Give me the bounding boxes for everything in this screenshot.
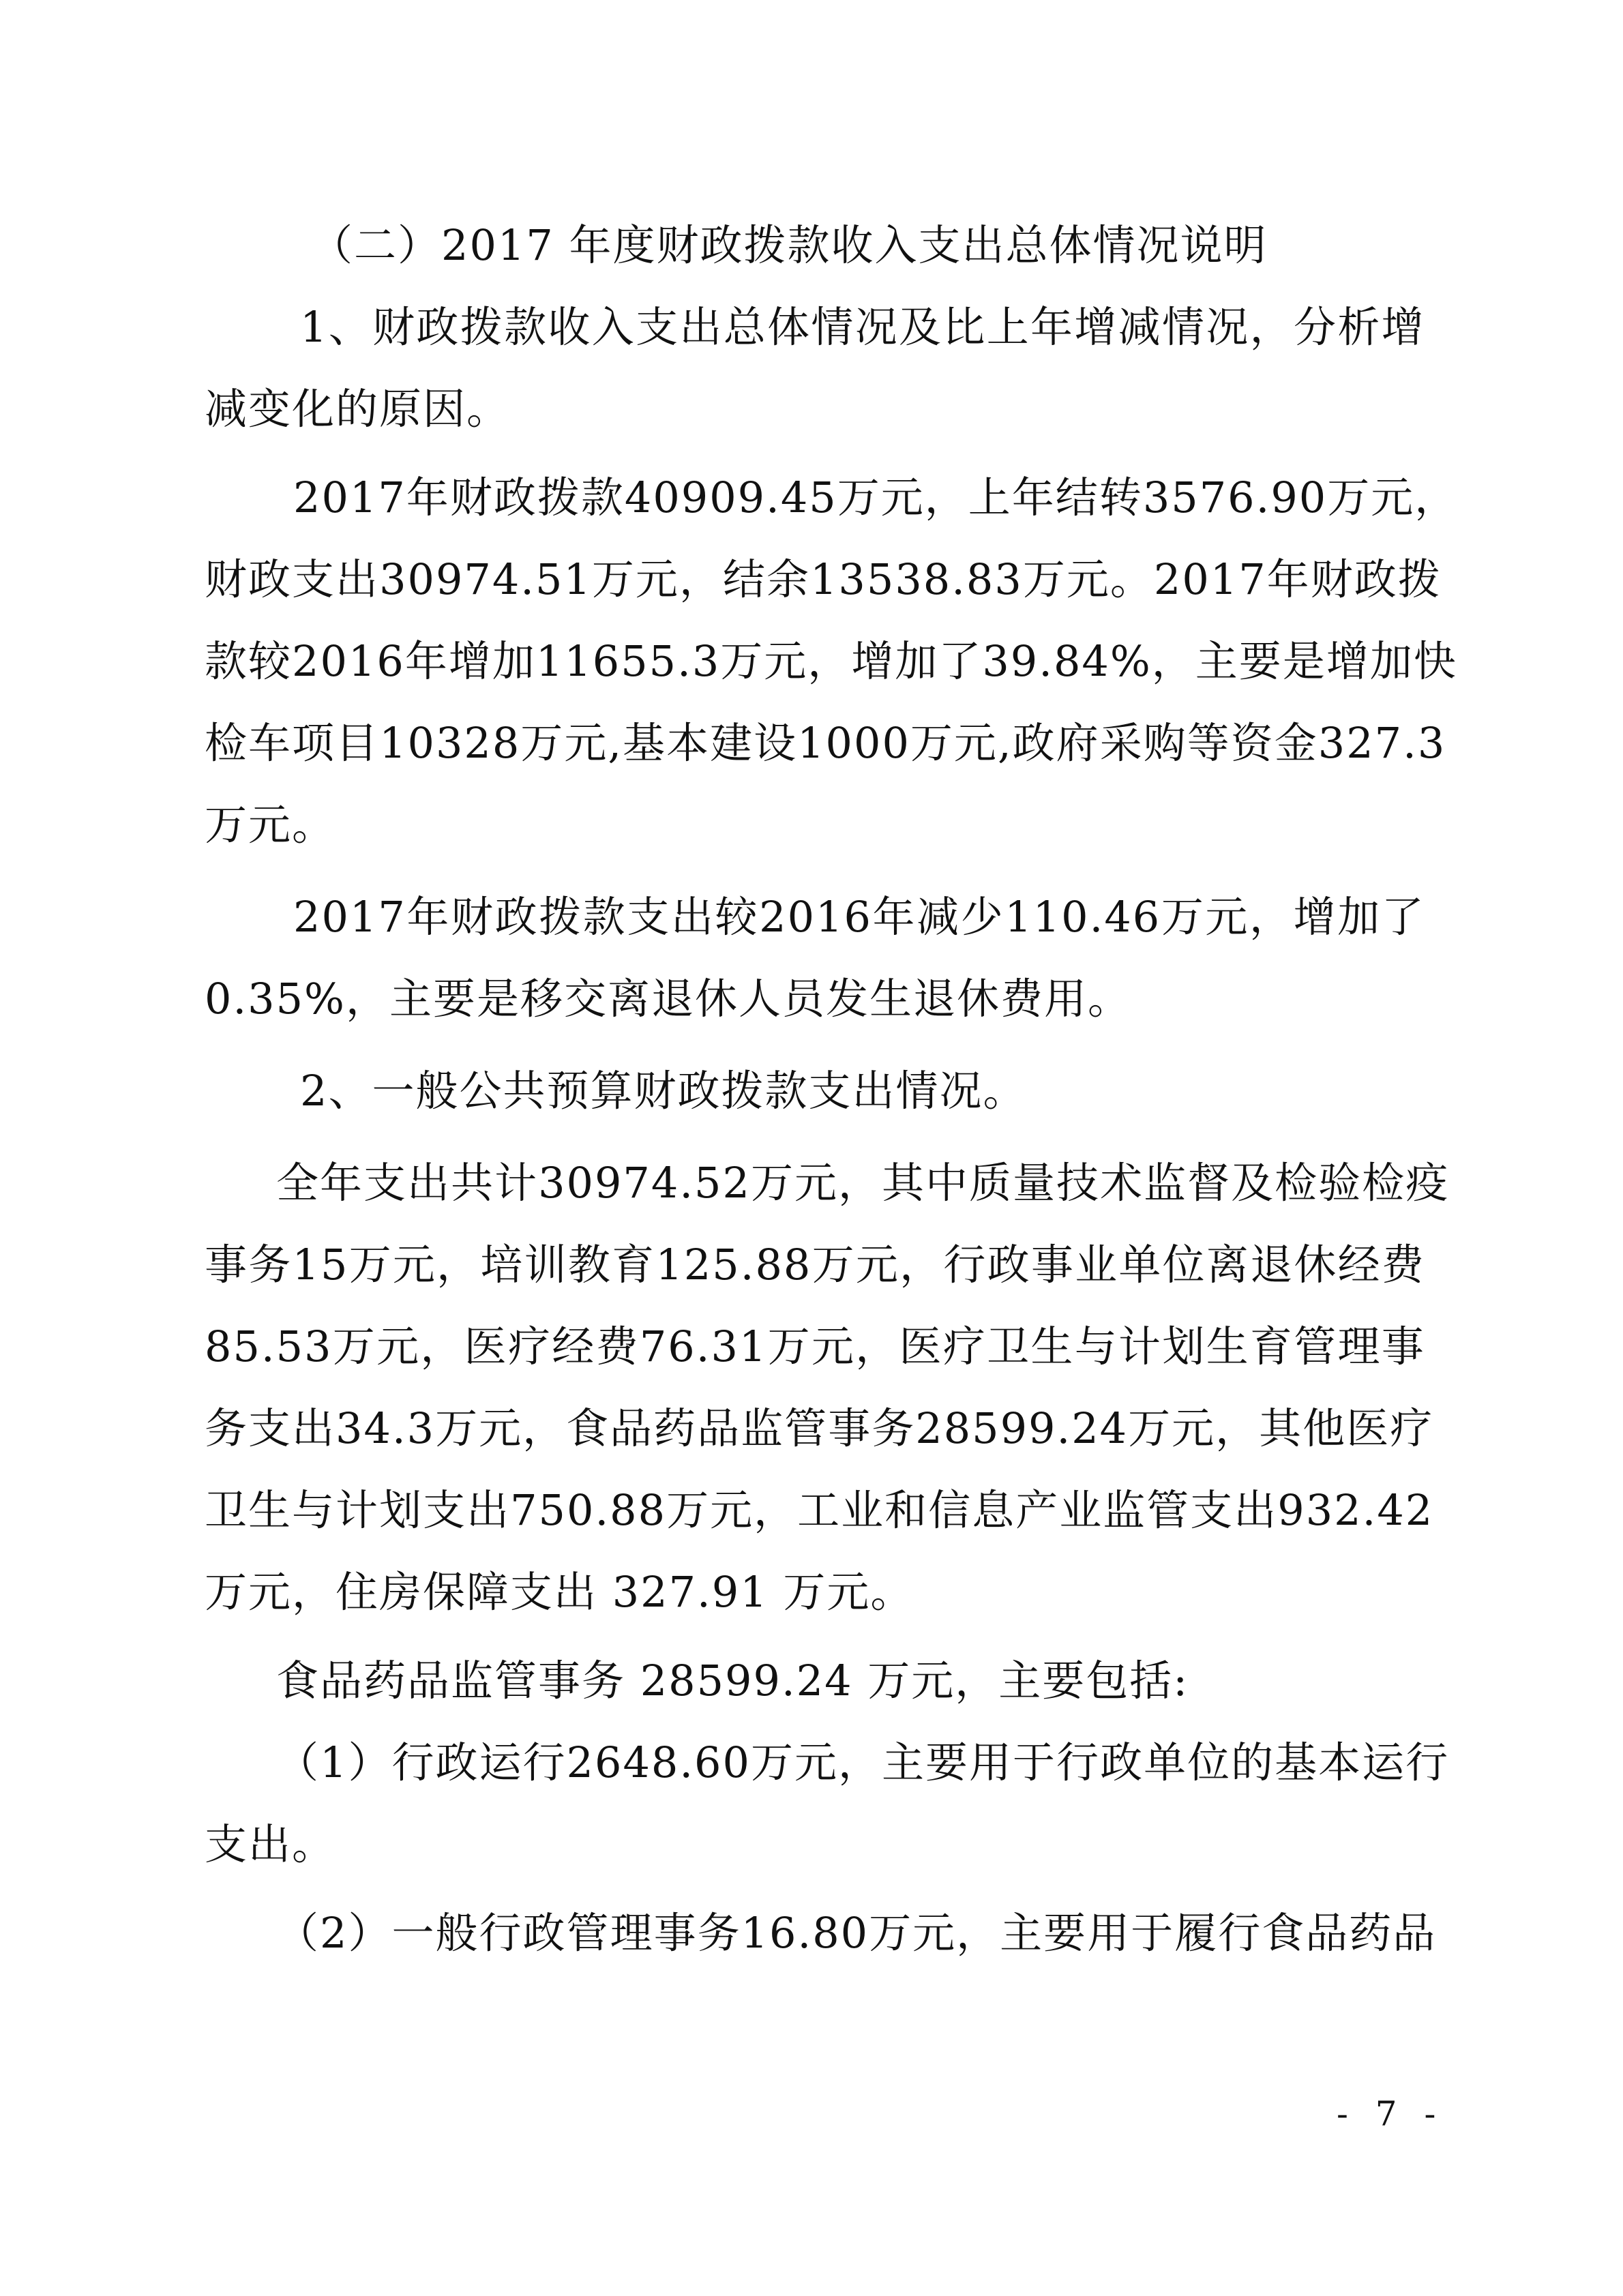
sub1-line2: 支出。 — [205, 1819, 336, 1869]
page-number: - 7 - — [1337, 2094, 1444, 2134]
sub2-line1: （ 2 ） 一 般 行 政 管 理 事 务 16.80 万 元 ， 主 要 用 于 履 行 食 品 药 品 — [276, 1908, 1437, 1958]
para-food-drug: 食品药品监管事务 28599.24 万元，主要包括: — [276, 1656, 1189, 1705]
para-expense-line2: 0.35%，主要是移交离退休人员发生退休费用。 — [205, 974, 1131, 1024]
para-income-line2: 财 政 支 出 30974.51 万 元 ， 结 余 13538.83 万 元 。 2017 年 财 政 拨 — [205, 554, 1442, 604]
para-income-line4: 检 车 项 目 10328 万 元 , 基 本 建 设 1000 万 元 , 政 府 采 购 等 资 金 327.3 — [205, 718, 1446, 768]
item1-heading-line1: 1 、 财 政 拨 款 收 入 支 出 总 体 情 况 及 比 上 年 增 减 情 况 ， 分 析 增 — [300, 302, 1425, 352]
sub1-line1: （ 1 ） 行 政 运 行 2648.60 万 元 ， 主 要 用 于 行 政 单 位 的 基 本 运 行 — [276, 1738, 1450, 1787]
item2-heading: 2、一般公共预算财政拨款支出情况。 — [300, 1066, 1027, 1116]
para-total-line6: 万元，住房保障支出 327.91 万元。 — [205, 1567, 914, 1617]
para-income-line5: 万元。 — [205, 800, 336, 850]
para-expense-line1: 2017 年 财 政 拨 款 支 出 较 2016 年 减 少 110.46 万 元 ， 增 加 了 — [293, 892, 1425, 942]
section-heading: （二）2017 年度财政拨款收入支出总体情况说明 — [310, 220, 1268, 270]
para-total-line2: 事 务 15 万 元 ， 培 训 教 育 125.88 万 元 ， 行 政 事 业 单 位 离 退 休 经 费 — [205, 1240, 1425, 1289]
item1-heading-line2: 减变化的原因。 — [205, 384, 511, 434]
para-income-line3: 款 较 2016 年 增 加 11655.3 万 元 ， 增 加 了 39.84% ， 主 要 是 增 加 快 — [205, 636, 1457, 686]
para-total-line1: 全 年 支 出 共 计 30974.52 万 元 ， 其 中 质 量 技 术 监 督 及 检 验 检 疫 — [276, 1158, 1450, 1208]
para-income-line1: 2017 年 财 政 拨 款 40909.45 万 元 ， 上 年 结 转 3576.90 万 元 ， — [293, 473, 1459, 522]
para-total-line5: 卫 生 与 计 划 支 出 750.88 万 元 ， 工 业 和 信 息 产 业 监 管 支 出 932.42 — [205, 1485, 1434, 1535]
para-total-line4: 务 支 出 34.3 万 元 ， 食 品 药 品 监 管 事 务 28599.24 万 元 ， 其 他 医 疗 — [205, 1403, 1434, 1453]
para-total-line3: 85.53 万 元 ， 医 疗 经 费 76.31 万 元 ， 医 疗 卫 生 与 计 划 生 育 管 理 事 — [205, 1322, 1425, 1371]
